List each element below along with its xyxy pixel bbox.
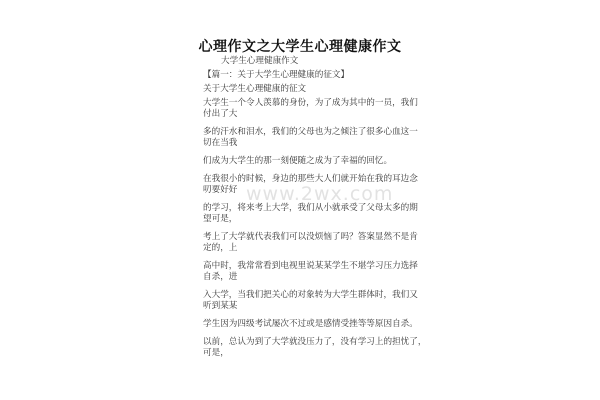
text-line: 自杀，进 [203,272,238,282]
text-line: 切在当我 [203,138,238,148]
text-line: 考上了大学就代表我们可以没烦恼了吗？答案显然不是肯 [203,232,418,242]
watermark: www.2wx.com [246,183,394,205]
text-line: 付出了大 [203,109,238,119]
article-subtitle: 大学生心理健康作文 [221,56,299,66]
section-heading: 【篇一：关于大学生心理健康的征文】 [203,70,350,80]
text-line: 高中时，我常常看到电视里说某某学生不堪学习压力选择 [203,261,418,271]
text-line: 叨要好好 [203,185,238,195]
text-line: 可是， [203,348,229,358]
text-line: 入大学，当我们把关心的对象转为大学生群体时，我们又 [203,290,418,300]
article-body [203,56,427,359]
essay-heading: 关于大学生心理健康的征文 [203,84,307,94]
text-line: 的学习，将来考上大学，我们从小就承受了父母太多的期 [203,203,418,213]
text-line: 学生因为四级考试屡次不过或是感情受挫等等原因自杀。 [203,319,418,329]
text-line: 以前，总认为到了大学就没压力了，没有学习上的担忧了， [203,337,427,347]
text-line: 听到某某 [203,301,238,311]
text-line: 们成为大学生的那一刻便随之成为了幸福的回忆。 [203,156,393,166]
page-title: 心理作文之大学生心理健康作文 [198,39,402,55]
text-line: 在我很小的时候，身边的那些大人们就开始在我的耳边念 [203,174,418,184]
text-line: 大学生一个令人羡慕的身份，为了成为其中的一员，我们 [203,98,418,108]
text-line: 望可是， [203,214,238,224]
text-line: 多的汗水和泪水，我们的父母也为之倾注了很多心血这一 [203,127,418,137]
text-line: 定的，上 [203,243,238,253]
